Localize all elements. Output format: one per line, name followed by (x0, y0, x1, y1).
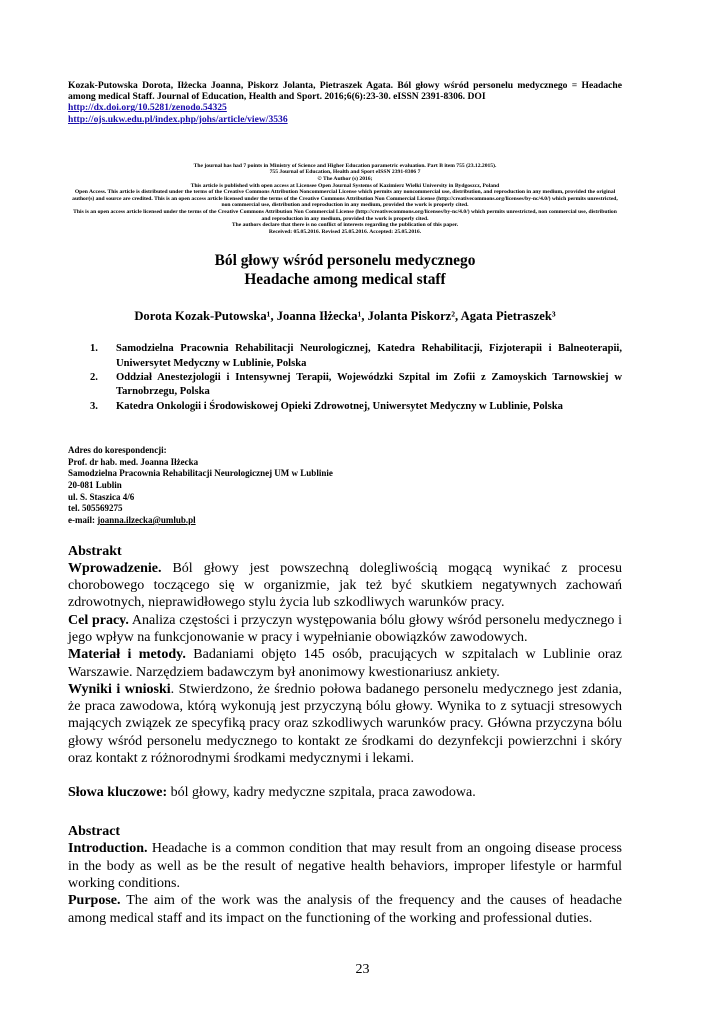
journal-info-line: Open Access. This article is distributed under the terms of the Creative Commons Attribution Noncommercial License which permits any noncommercial use, distribution, and reproduction in any medium, provided the original author(s) and source are credited. This is an open access article licensed under the terms of the Creative Commons Attribution Non Commercial License (http://creativecommons.org/licenses/by-nc/4.0/) which permits unrestricted, non commercial use, distribution and reproduction in any medium, provided the work is properly cited. (72, 189, 618, 209)
journal-info-line: © The Author (s) 2016; (317, 176, 373, 182)
affiliation-item (68, 400, 622, 414)
title-english: Headache among medical staff (244, 271, 446, 289)
correspondence-line: ul. S. Staszica 4/6 (68, 491, 135, 502)
abstract-pl-methods (68, 646, 622, 681)
journal-info-line: 755 Journal of Education, Health and Sport eISSN 2391-8306 7 (269, 169, 421, 176)
section-label: Wprowadzenie. (68, 560, 162, 576)
section-text: Ból głowy jest powszechną dolegliwością mogącą wynikać z procesu chorobowego toczącego się w organizmie, jak też być skutkiem negatywnych zachowań zdrowotnych, nieprawidłowego stylu życia lub szkodliwych warunków pracy. (68, 560, 622, 611)
affiliation-text: Oddział Anestezjologii i Intensywnej Terapii, Wojewódzki Szpital im Zofii z Zamoyskich Tarnowskiej w Tarnobrzegu, Polska (116, 371, 622, 398)
correspondence-line: Samodzielna Pracownia Rehabilitacji Neurologicznej UM w Lublinie (68, 468, 333, 479)
abstract-pl-introduction (68, 560, 622, 612)
authors: Dorota Kozak-Putowska¹, Joanna Iłżecka¹, Jolanta Piskorz², Agata Pietraszek³ (134, 309, 556, 324)
section-label: Purpose. (68, 893, 121, 909)
article-page (68, 80, 622, 927)
journal-info-line: This is an open access article licensed under the terms of the Creative Commons Attribution Non Commercial License (http://creativecommons.org/licenses/by-nc/4.0/) which permits unrestricted, non commercial use, distribution and reproduction in any medium, provided the work is properly cited. (73, 208, 617, 222)
section-label: Cel pracy. (68, 612, 129, 628)
citation-block (68, 80, 622, 125)
keywords-label: Słowa kluczowe: (68, 785, 168, 801)
section-text: Headache is a common condition that may result from an ongoing disease process in the body as well as be the result of negative health behaviors, improper lifestyle or harmful working conditions. (68, 841, 622, 891)
section-text: Analiza częstości i przyczyn występowania bólu głowy wśród personelu medycznego i jego wpływ na funkcjonowanie w pracy i wypełnianie obowiązków zawodowych. (68, 612, 623, 645)
affiliation-number: 3. (90, 400, 98, 412)
section-label: Introduction. (68, 841, 148, 857)
ojs-link[interactable]: http://ojs.ukw.edu.pl/index.php/johs/article/view/3536 (68, 113, 288, 125)
keywords-pl (68, 784, 622, 801)
correspondence-line: 20-081 Lublin (68, 479, 122, 490)
journal-info-line: This article is published with open access at Licensee Open Journal Systems of Kazimierz Wielki University in Bydgoszcz, Poland (190, 182, 500, 189)
correspondence-email-line (68, 515, 622, 527)
correspondence-line: tel. 505569275 (68, 503, 123, 514)
abstract-pl-heading: Abstrakt (68, 543, 122, 559)
section-text: . Stwierdzono, że średnio połowa badanego personelu medycznego jest zdania, że praca zawodowa, którą wykonują jest przyczyną bólu głowy. Wynika to z sytuacji stresowych mających związek ze specyfiką pracy oraz szkodliwych warunków pracy. Główna przyczyna bólu głowy wśród personelu medycznego to kontakt ze środkami do dezynfekcji powierzchni i skóry oraz kontakt z różnorodnymi środkami medycznymi i lekami. (68, 681, 622, 767)
section-label: Materiał i metody. (68, 647, 186, 663)
abstract-en-heading: Abstract (68, 824, 121, 840)
journal-info-line: The authors declare that there is no conflict of interests regarding the publication of this paper. (231, 222, 459, 229)
affiliation-number: 1. (90, 343, 98, 355)
article-title (68, 251, 622, 289)
affiliation-item (68, 371, 622, 400)
section-text: Badaniami objęto 145 osób, pracujących w szpitalach w Lublinie oraz Warszawie. Narzędziem badawczym był anonimowy kwestionariusz ankiety. (68, 647, 622, 680)
affiliation-item (68, 342, 622, 371)
section-label: Wyniki i wnioski (68, 681, 171, 697)
email-link[interactable]: joanna.ilzecka@umlub.pl (97, 515, 196, 526)
correspondence-block (68, 445, 622, 527)
abstract-en-purpose (68, 892, 622, 927)
affiliation-text: Katedra Onkologii i Środowiskowej Opieki Zdrowotnej, Uniwersytet Medyczny w Lublinie, Polska (116, 400, 563, 412)
journal-info-line: The journal has had 7 points in Ministry of Science and Higher Education parametric evaluation. Part B item 755 (23.12.2015). (193, 162, 497, 169)
journal-info-line: Received: 05.05.2016. Revised 25.05.2016. Accepted: 25.05.2016. (268, 228, 422, 235)
abstract-en-introduction (68, 840, 622, 892)
abstract-pl-aim (68, 612, 622, 647)
correspondence-line: Prof. dr hab. med. Joanna Iłżecka (68, 456, 199, 467)
journal-info (68, 163, 622, 236)
citation-text: Kozak-Putowska Dorota, Iłżecka Joanna, Piskorz Jolanta, Pietraszek Agata. Ból głowy wśród personelu medycznego = Headache among medical Staff. Journal of Education, Health and Sport. 2016;6(6):23-30. eISSN 2391-8306. DOI (68, 80, 622, 103)
keywords-text: ból głowy, kadry medyczne szpitala, praca zawodowa. (167, 785, 476, 801)
section-text: The aim of the work was the analysis of the frequency and the causes of headache among medical staff and its impact on the functioning of the working and professional duties. (68, 893, 622, 926)
affiliation-number: 2. (90, 371, 98, 383)
title-polish: Ból głowy wśród personelu medycznego (214, 252, 476, 270)
email-label: e-mail: (68, 515, 98, 526)
doi-link[interactable]: http://dx.doi.org/10.5281/zenodo.54325 (68, 102, 227, 114)
affiliations-list (68, 342, 622, 413)
page-number: 23 (355, 962, 370, 977)
abstract-pl-results (68, 681, 622, 767)
correspondence-label: Adres do korespondencji: (68, 444, 167, 455)
affiliation-text: Samodzielna Pracownia Rehabilitacji Neurologicznej, Katedra Rehabilitacji, Fizjoterapii i Balneoterapii, Uniwersytet Medyczny w Lublinie, Polska (116, 343, 622, 369)
